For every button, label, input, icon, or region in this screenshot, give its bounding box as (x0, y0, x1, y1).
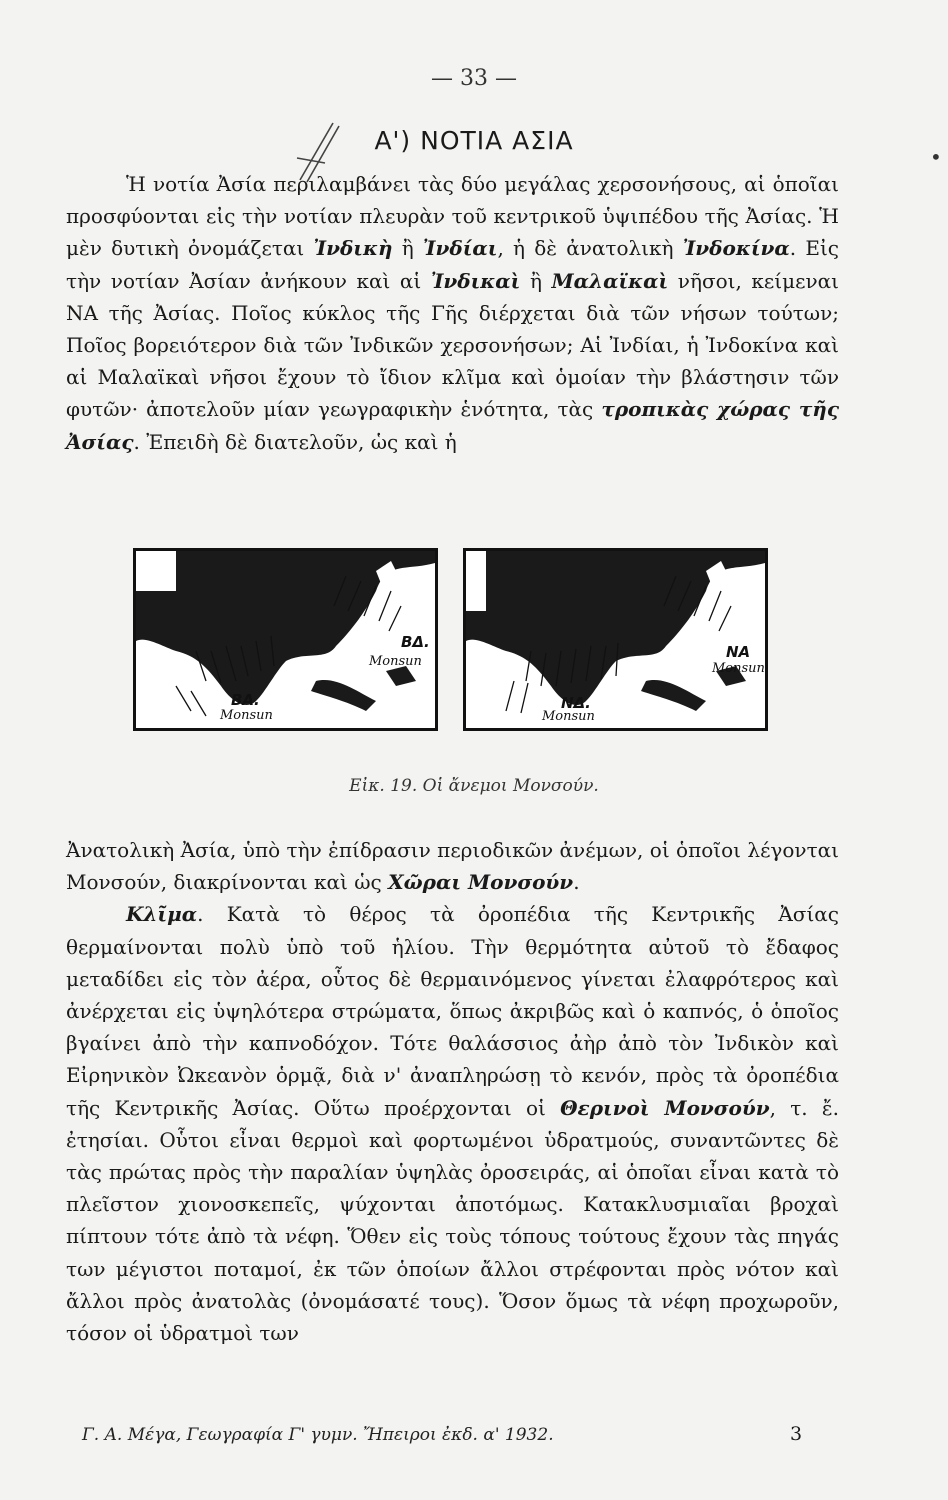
map-left-drawing (136, 551, 435, 728)
page-number: — 33 — (431, 66, 517, 91)
section-heading: Α') ΝΟΤΙΑ ΑΣΙΑ (374, 126, 574, 155)
text-run: ἢ (520, 268, 552, 293)
text-run: . (573, 870, 580, 895)
bold-term: Ἰνδοκίνα (682, 236, 790, 261)
text-run: . Κατὰ τὸ θέρος τὰ ὀροπέδια τῆς Κεντρικῆς Ἀσίας θερμαίνονται πολὺ ὑπὸ τοῦ ἡλίου. Τὴν θερμότητα αὐτοῦ τὸ ἔδαφος μεταδίδει εἰς τὸν ἀέρα, οὗτος δὲ θερμαινόμενος γίνεται ἐλαφρότερος καὶ ἀνέρχεται εἰς ὑψηλότερα στρώματα, ὅπως ἀκριβῶς καὶ ὁ καπνός, ὁ ὁποῖος βγαίνει ἀπὸ τὴν καπνοδόχον. Τότε θαλάσσιος ἀὴρ ἀπὸ τὸν Ἰνδικὸν καὶ Εἰρηνικὸν Ὠκεανὸν ὁρμᾷ, διὰ ν' ἀναπληρώσῃ τὸ κενόν, πρὸς τὰ ὀροπέδια τῆς Κεντρικῆς Ἀσίας. Οὕτω προέρχονται οἱ (66, 902, 839, 1120)
map-left-wind2-label: ΒΑ. (231, 691, 260, 709)
map-right-wind-label: ΝΑ (726, 643, 751, 661)
text-run: , ἡ δὲ ἀνατολικὴ (497, 236, 683, 261)
paragraph-1-text (66, 168, 839, 458)
map-right-wind2-label: ΝΔ. (561, 694, 591, 712)
summer-monsoon-map (463, 548, 768, 731)
bold-term: Μαλαϊκαὶ (551, 268, 669, 293)
winter-monsoon-map (133, 548, 438, 731)
map-right-monsun-label: Monsun (712, 661, 765, 676)
text-run: . Εἰς τὴν νοτίαν Ἀσίαν ἀνήκουν καὶ αἱ (66, 236, 840, 293)
text-run: νῆσοι, κείμεναι ΝΑ τῆς Ἀσίας. Ποῖος κύκλος τῆς Γῆς διέρχεται διὰ τῶν νήσων τούτων; Ποῖος βορειότερον διὰ τῶν Ἰνδικῶν χερσονήσων; Αἱ Ἰνδίαι, ἡ Ἰνδοκίνα καὶ αἱ Μαλαϊκαὶ νῆσοι ἔχουν τὸ ἴδιον κλῖμα καὶ ὁμοίαν τὴν βλάστησιν τῶν φυτῶν· ἀποτελοῦν μίαν γεωγραφικὴν ἑνότητα, τὰς (66, 268, 840, 422)
text-run: ἢ (392, 236, 423, 261)
text-run: Ἀνατολικὴ Ἀσία, ὑπὸ τὴν ἐπίδρασιν περιοδικῶν ἀνέμων, οἱ ὁποῖοι λέγονται Μονσούν, διακρίνονται καὶ ὡς (66, 838, 839, 895)
bold-term: τροπικὰς χώρας τῆς Ἀσίας (66, 397, 839, 454)
paragraph-2-text (66, 834, 839, 898)
page-footer: Γ. Α. Μέγα, Γεωγραφία Γ' γυμν. Ἤπειροι ἐκδ. α' 1932. (82, 1425, 554, 1445)
bold-term: Κλῖμα (126, 902, 198, 927)
paragraph-3-text (66, 898, 839, 1349)
bold-term: Ἰνδικαὶ (430, 268, 521, 293)
bold-term: Χῶραι Μονσούν (388, 870, 574, 895)
paragraph-2 (66, 834, 839, 1349)
bold-term: Ἰνδίαι (422, 236, 498, 261)
map-left-monsun-label: Monsun (369, 654, 422, 669)
map-left-monsun2-label: Monsun (220, 708, 273, 723)
monsoon-maps (0, 548, 948, 738)
map-right-drawing (466, 551, 765, 728)
text-run: Ἡ νοτία Ἀσία περιλαμβάνει τὰς δύο μεγάλας χερσονήσους, αἱ ὁποῖαι προσφύονται εἰς τὴν νοτίαν πλευρὰν τοῦ κεντρικοῦ ὑψιπέδου τῆς Ἀσίας. Ἡ μὲν δυτικὴ ὀνομάζεται (66, 172, 839, 261)
figure-caption: Εἰκ. 19. Οἱ ἄνεμοι Μονσούν. (349, 776, 599, 796)
signature-number: 3 (790, 1423, 803, 1445)
map-left-wind-label: ΒΔ. (401, 633, 430, 651)
bold-term: Θερινοὶ Μονσούν (560, 1095, 770, 1120)
margin-mark: • (930, 145, 942, 169)
text-run: . Ἐπειδὴ δὲ διατελοῦν, ὡς καὶ ἡ (133, 429, 457, 454)
paragraph-1 (66, 168, 839, 458)
bold-term: Ἰνδικὴ (313, 236, 393, 261)
text-run: , τ. ἔ. ἐτησίαι. Οὗτοι εἶναι θερμοὶ καὶ φορτωμένοι ὑδρατμούς, συναντῶντες δὲ τὰς πρώτας πρὸς τὴν παραλίαν ὑψηλὰς ὀροσειράς, αἱ ὁποῖαι εἶναι κατὰ τὸ πλεῖστον χιονοσκεπεῖς, ψύχονται ἀποτόμως. Κατακλυσμιαῖαι βροχαὶ πίπτουν τότε ἀπὸ τὰ νέφη. Ὅθεν εἰς τοὺς τόπους τούτους ἔχουν τὰς πηγάς των μέγιστοι ποταμοί, ἐκ τῶν ὁποίων ἄλλοι στρέφονται πρὸς νότον καὶ ἄλλοι πρὸς ἀνατολὰς (ὀνομάσατέ τους). Ὅσον ὅμως τὰ νέφη προχωροῦν, τόσον οἱ ὑδρατμοὶ των (66, 1095, 839, 1346)
map-right-monsun2-label: Monsun (542, 709, 595, 724)
